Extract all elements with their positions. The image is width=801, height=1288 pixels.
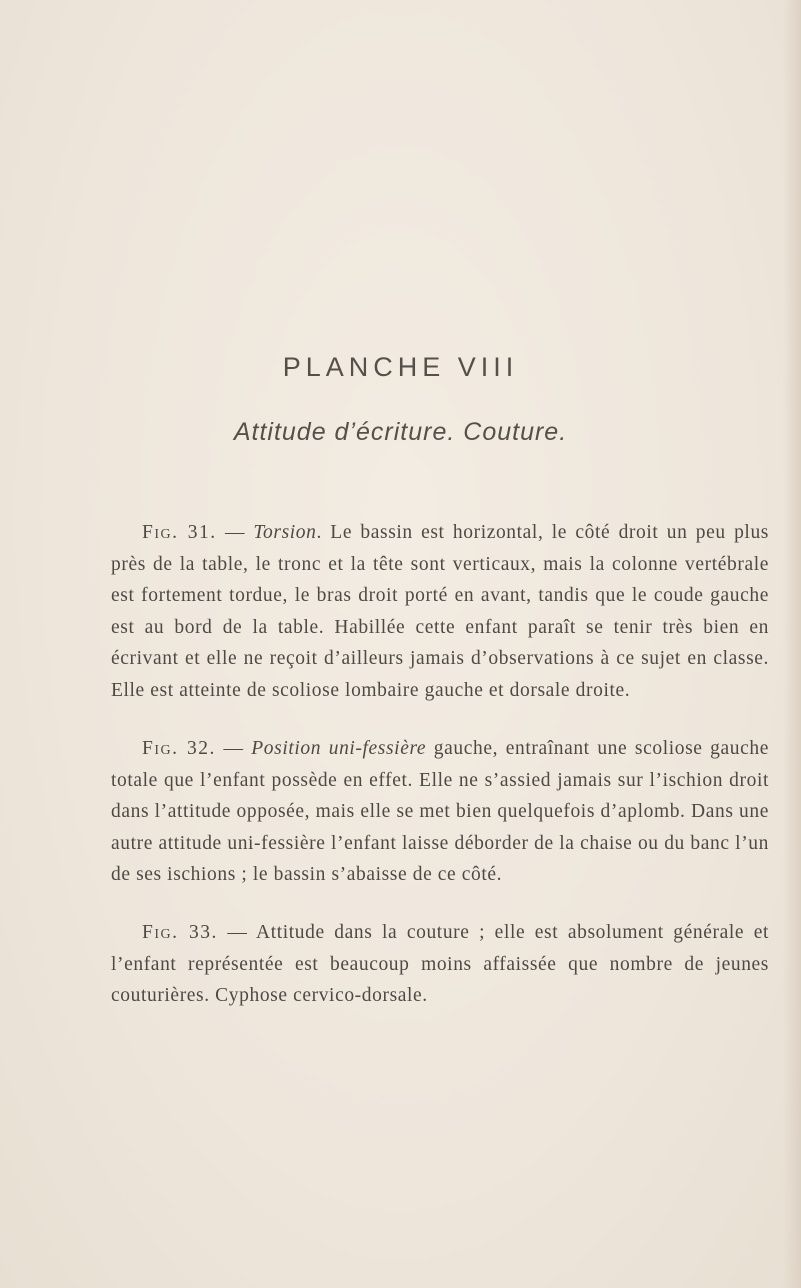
plate-title: PLANCHE VIII bbox=[282, 352, 519, 382]
figure-33-caption bbox=[111, 917, 769, 1012]
fig-label: Fig. 31. bbox=[142, 522, 217, 543]
figure-32-caption bbox=[111, 733, 769, 891]
dash: — bbox=[217, 922, 257, 943]
caption-text: gauche, entraînant une scoliose gauche totale que l’enfant possède en effet. Elle ne s’assied jamais sur l’ischion droit dans l’attitude opposée, mais elle se met bien quelquefois d’aplomb. Dans une autre attitude uni-fessière l’enfant laisse déborder de la chaise ou du banc l’un de ses ischions ; le bassin s’abaisse de ce côté. bbox=[111, 738, 769, 885]
figure-31-caption bbox=[111, 517, 769, 706]
fig-label: Fig. 33. bbox=[142, 922, 218, 943]
dash: — bbox=[216, 522, 254, 543]
italic-term: Torsion bbox=[253, 522, 317, 543]
italic-term: Position uni-fessière bbox=[251, 738, 427, 759]
caption-text: Attitude dans la couture ; elle est absolument générale et l’enfant représentée est beaucoup moins affaissée que nombre de jeunes couturières. Cyphose cervico-dorsale. bbox=[111, 922, 769, 1006]
dash: — bbox=[215, 738, 252, 759]
plate-subtitle: Attitude d’écriture. Couture. bbox=[233, 418, 568, 446]
page-edge-shadow bbox=[783, 0, 801, 1288]
fig-label: Fig. 32. bbox=[142, 738, 216, 759]
caption-text: . Le bassin est horizontal, le côté droit un peu plus près de la table, le tronc et la tête sont verticaux, mais la colonne vertébrale est fortement tordue, le bras droit porté en avant, tandis que le coude gauche est au bord de la table. Habillée cette enfant paraît se tenir très bien en écrivant et elle ne reçoit d’ailleurs jamais d’observations à ce sujet en classe. Elle est atteinte de scoliose lombaire gauche et dorsale droite. bbox=[111, 522, 769, 701]
